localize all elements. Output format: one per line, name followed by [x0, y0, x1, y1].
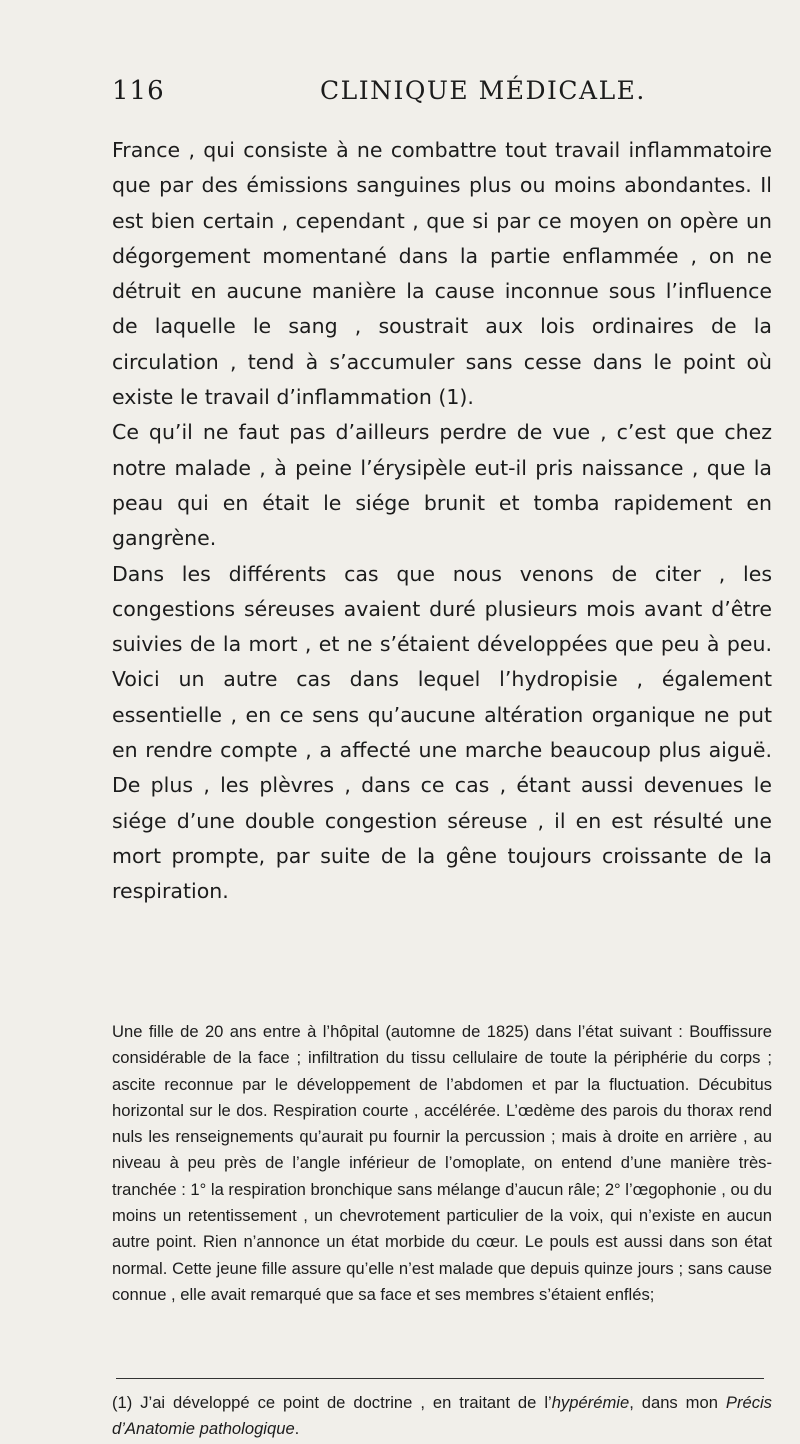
main-text — [112, 133, 772, 910]
case-report-text: Une fille de 20 ans entre à l’hôpital (automne de 1825) dans l’état suivant : Bouffissure considérable de la face ; infiltration du tissu cellulaire de toute la périphérie du corps ; ascite reconnue par le développement de l’abdomen et par la fluctuation. Décubitus horizontal sur le dos. Respiration courte , accélérée. L’œdème des parois du thorax rend nuls les renseignements qu’aurait pu fournir la percussion ; mais à droite en arrière , au niveau à peu près de l’angle inférieur de l’omoplate, on entend d’une manière très-tranchée : 1° la respiration bronchique sans mélange d’aucun râle; 2° l’œgophonie , ou du moins un retentissement , un chevrotement particulier de la voix, qui n’existe en aucun autre point. Rien n’annonce un état morbide du cœur. Le pouls est aussi dans son état normal. Cette jeune fille assure qu’elle n’est malade que depuis quinze jours ; sans cause connue , elle avait remarqué que sa face et ses membres s’étaient enflés; — [112, 1022, 772, 1304]
page-header — [112, 76, 768, 116]
footnote-term: hypérémie — [551, 1393, 630, 1412]
case-report — [112, 1019, 772, 1308]
page-number: 116 — [112, 76, 165, 106]
paragraph-2: Ce qu’il ne faut pas d’ailleurs perdre de vue , c’est que chez notre malade , à peine l’érysipèle eut-il pris naissance , que la peau qui en était le siége brunit et tomba rapidement en gangrène. — [112, 420, 772, 551]
footnote-divider — [116, 1378, 764, 1379]
footnote-book-title: Précis d’Anatomie pathologique — [112, 1393, 772, 1438]
footnote-mid: , dans mon — [629, 1393, 726, 1412]
running-head: CLINIQUE MÉDICALE. — [320, 76, 646, 105]
paragraph-1: France , qui consiste à ne combattre tout travail inflammatoire que par des émissions sanguines plus ou moins abondantes. Il est bien certain , cependant , que si par ce moyen on opère un dégorgement momentané dans la partie enflammée , on ne détruit en aucune manière la cause inconnue sous l’influence de laquelle le sang , soustrait aux lois ordinaires de la circulation , tend à s’accumuler sans cesse dans le point où existe le travail d’inflammation (1). — [112, 138, 772, 410]
footnote-end: . — [294, 1419, 300, 1438]
paragraph-3: Dans les différents cas que nous venons de citer , les congestions séreuses avaient duré plusieurs mois avant d’être suivies de la mort , et ne s’étaient développées que peu à peu. Voici un autre cas dans lequel l’hydropisie , également essentielle , en ce sens qu’aucune altération organique ne put en rendre compte , a affecté une marche beaucoup plus aiguë. De plus , les plèvres , dans ce cas , étant aussi devenues le siége d’une double congestion séreuse , il en est résulté une mort prompte, par suite de la gêne toujours croissante de la respiration. — [112, 561, 772, 904]
footnote-text — [112, 1390, 772, 1442]
footnote-lead: (1) J’ai développé ce point de doctrine , en traitant de l’ — [112, 1393, 552, 1412]
footnote — [112, 1390, 772, 1442]
